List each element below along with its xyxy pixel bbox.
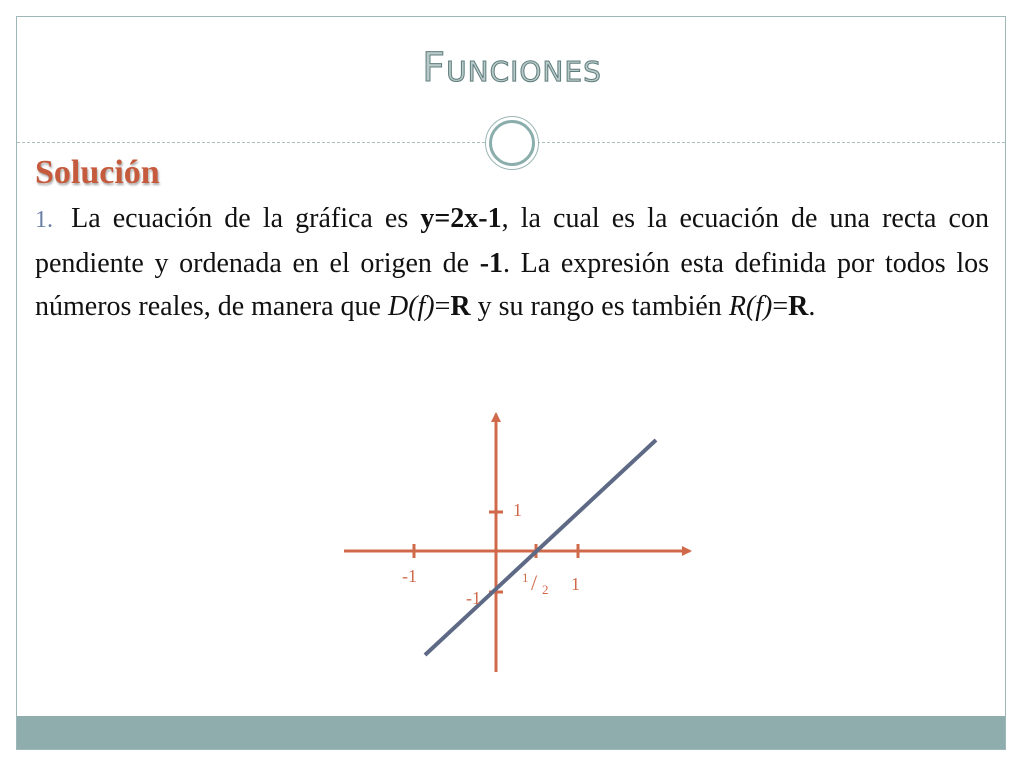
y-tick-label-neg-1: -1 <box>466 588 481 608</box>
reals-symbol-2: R <box>788 291 809 322</box>
x-tick-label-neg-1: -1 <box>402 566 417 586</box>
y-tick-label-1: 1 <box>513 500 522 520</box>
solution-paragraph <box>35 197 989 328</box>
text-part-1: La ecuación de la gráfica es <box>59 203 421 234</box>
range-function: R(f) <box>728 291 773 322</box>
equals-sign-2: = <box>772 291 789 322</box>
text-part-4: y su rango es también <box>470 291 729 322</box>
intercept-value: -1 <box>479 248 504 279</box>
equation: y=2x-1 <box>420 203 502 234</box>
text-part-3: . La expresión esta definida por todos los números reales, de manera que <box>35 248 989 322</box>
section-heading: Solución <box>35 154 160 191</box>
line-graph <box>330 400 710 680</box>
slide-title: Funciones <box>422 45 602 91</box>
divider-ornament-ring <box>489 120 535 166</box>
reals-symbol-1: R <box>450 291 471 322</box>
x-tick-label-half-slash: / <box>531 570 538 595</box>
text-part-2: , la cual es la ecuación de una recta con pendiente y ordenada en el origen de <box>35 203 989 279</box>
text-part-5: . <box>808 291 816 322</box>
x-tick-label-1: 1 <box>571 574 580 594</box>
x-tick-label-half-numerator: 1 <box>522 570 529 585</box>
function-line <box>425 440 656 655</box>
x-tick-label-half-denominator: 2 <box>542 582 549 597</box>
item-number: 1. <box>35 207 53 233</box>
domain-function: D(f) <box>387 291 435 322</box>
equals-sign-1: = <box>434 291 451 322</box>
bottom-bar <box>17 716 1005 749</box>
